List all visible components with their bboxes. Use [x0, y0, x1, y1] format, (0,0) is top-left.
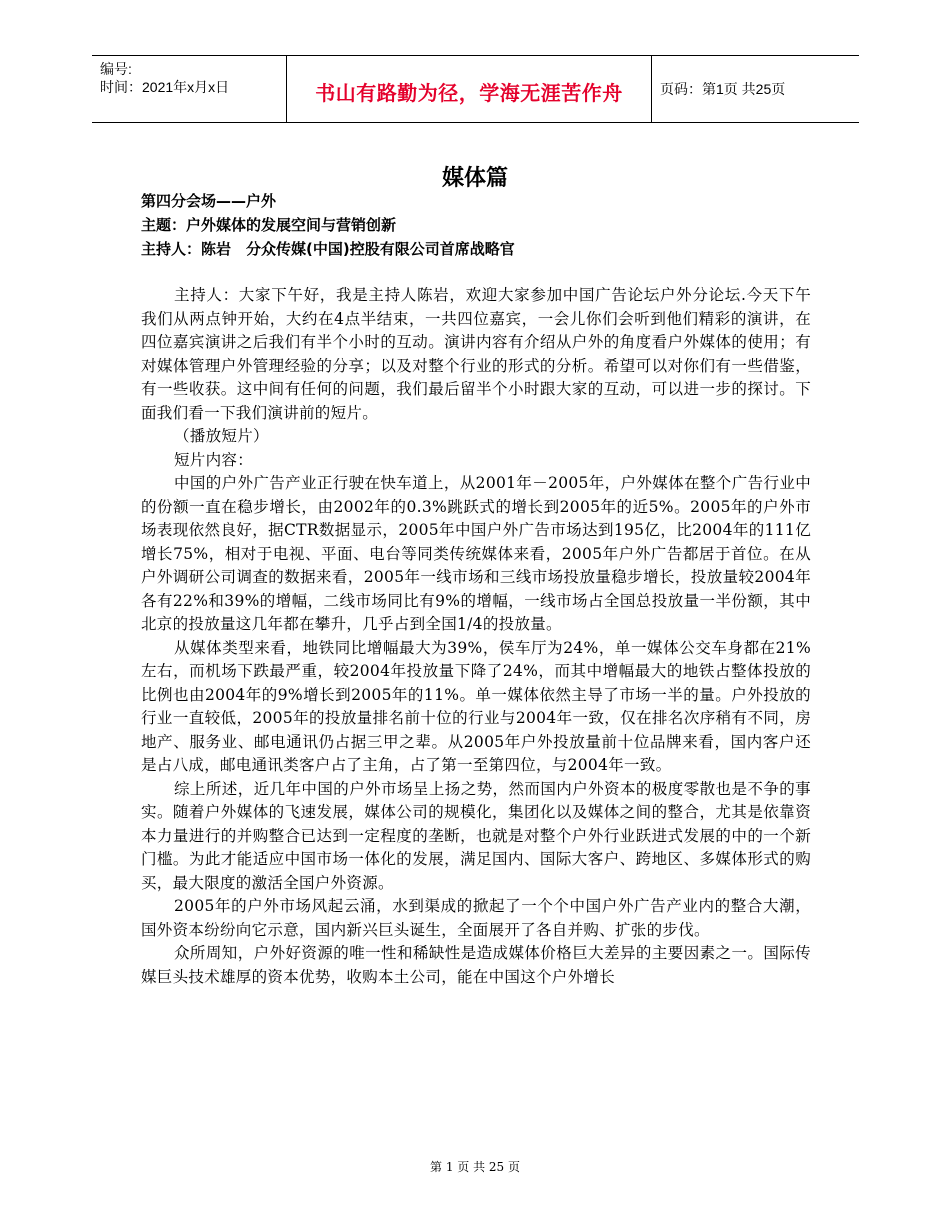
document-header [92, 55, 859, 123]
header-divider [651, 56, 652, 122]
motto: 书山有路勤为径，学海无涯苦作舟 [315, 81, 623, 105]
page-title: 媒体篇 [441, 166, 508, 191]
header-meta [100, 60, 229, 96]
paragraph: 从媒体类型来看，地铁同比增幅最大为39%，侯车厅为24%，单一媒体公交车身都在21%左右，而机场下跌最严重，较2004年投放量下降了24%，而其中增幅最大的地铁占整体投放的比例也由2004年的9%增长到2005年的11%。单一媒体依然主导了市场一半的量。户外投放的行业一直较低，2005年的投放量排名前十位的行业与2004年一致，仅在排名次序稍有不同，房地产、服务业、邮电通讯仍占据三甲之辈。从2005年户外投放量前十位品牌来看，国内客户还是占八成，邮电通讯类客户占了主角，占了第一至第四位，与2004年一致。 [141, 638, 811, 774]
time-label: 时间：2021年x月x日 [100, 79, 230, 95]
number-label: 编号: [100, 61, 132, 77]
session-heading: 第四分会场——户外 [141, 192, 277, 210]
paragraph: 短片内容： [174, 450, 254, 469]
paragraph: 中国的户外广告产业正行驶在快车道上，从2001年－2005年，户外媒体在整个广告行业中的份额一直在稳步增长，由2002年的0.3%跳跃式的增长到2005年的近5%。2005年的户外市场表现依然良好，据CTR数据显示，2005年中国户外广告市场达到195亿，比2004年的111亿增长75%，相对于电视、平面、电台等同类传统媒体来看，2005年户外广告都居于首位。在从户外调研公司调查的数据来看，2005年一线市场和三线市场投放量稳步增长，投放量较2004年各有22%和39%的增幅，二线市场同比有9%的增幅，一线市场占全国总投放量一半份额，其中北京的投放量这几年都在攀升，几乎占到全国1/4的投放量。 [141, 474, 811, 633]
paragraph: （播放短片） [174, 427, 269, 445]
body-text [141, 284, 811, 989]
paragraph: 众所周知，户外好资源的唯一性和稀缺性是造成媒体价格巨大差异的主要因素之一。国际传媒巨头技术雄厚的资本优势，收购本土公司，能在中国这个户外增长 [141, 944, 811, 986]
paragraph: 主持人：大家下午好，我是主持人陈岩，欢迎大家参加中国广告论坛户外分论坛.今天下午我们从两点钟开始，大约在4点半结束，一共四位嘉宾，一会儿你们会听到他们精彩的演讲，在四位嘉宾演讲之后我们有半个小时的互动。演讲内容有介绍从户外的角度看户外媒体的使用；有对媒体管理户外管理经验的分享；以及对整个行业的形式的分析。希望可以对你们有一些借鉴，有一些收获。这中间有任何的问题，我们最后留半个小时跟大家的互动，可以进一步的探讨。下面我们看一下我们演讲前的短片。 [141, 286, 811, 422]
page-footer: 第 1 页 共 25 页 [430, 1160, 520, 1174]
paragraph: 综上所述，近几年中国的户外市场呈上扬之势，然而国内户外资本的极度零散也是不争的事实。随着户外媒体的飞速发展，媒体公司的规模化，集团化以及媒体之间的整合，尤其是依靠资本力量进行的并购整合已达到一定程度的垄断，也就是对整个户外行业跃进式发展的中的一个新门槛。为此才能适应中国市场一体化的发展，满足国内、国际大客户、跨地区、多媒体形式的购买，最大限度的激活全国户外资源。 [141, 779, 811, 892]
paragraph: 2005年的户外市场风起云涌，水到渠成的掀起了一个个中国户外广告产业内的整合大潮，国外资本纷纷向它示意，国内新兴巨头诞生，全面展开了各自并购、扩张的步伐。 [141, 897, 811, 939]
page-label: 页码：第1页 共25页 [660, 81, 786, 97]
host-heading: 主持人：陈岩 分众传媒(中国)控股有限公司首席战略官 [141, 240, 515, 258]
topic-heading: 主题：户外媒体的发展空间与营销创新 [141, 216, 397, 234]
